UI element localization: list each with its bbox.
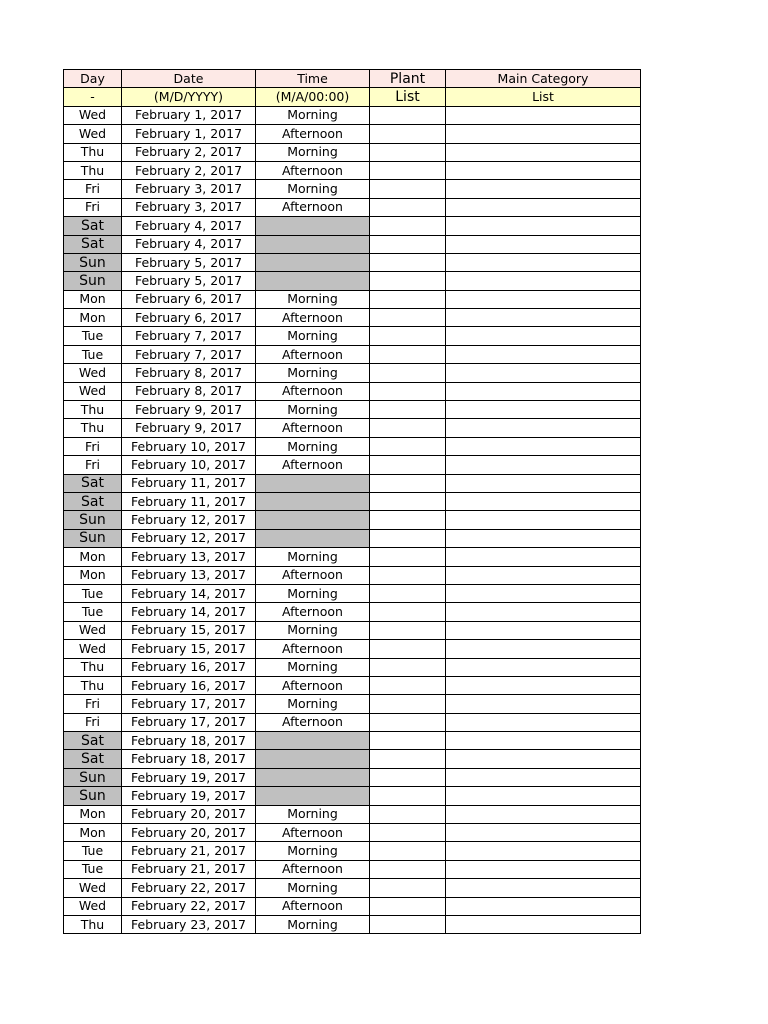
table-row [64, 198, 641, 216]
table-row [64, 125, 641, 143]
table-row [64, 584, 641, 602]
category-cell[interactable] [446, 327, 641, 345]
category-cell[interactable] [446, 824, 641, 842]
time-cell[interactable]: Afternoon [256, 566, 370, 584]
plant-cell[interactable] [370, 474, 446, 492]
date-cell[interactable]: February 13, 2017 [122, 548, 256, 566]
date-cell[interactable]: February 1, 2017 [122, 106, 256, 124]
date-cell[interactable]: February 13, 2017 [122, 566, 256, 584]
table-row [64, 474, 641, 492]
day-cell[interactable]: Fri [64, 456, 122, 474]
date-cell[interactable]: February 2, 2017 [122, 143, 256, 161]
date-cell[interactable]: February 22, 2017 [122, 879, 256, 897]
date-cell[interactable]: February 14, 2017 [122, 584, 256, 602]
day-cell[interactable]: Sat [64, 235, 122, 253]
time-cell[interactable] [256, 474, 370, 492]
format-date: (M/D/YYYY) [122, 88, 256, 106]
plant-cell[interactable] [370, 401, 446, 419]
category-cell[interactable] [446, 548, 641, 566]
category-cell[interactable] [446, 529, 641, 547]
category-cell[interactable] [446, 419, 641, 437]
category-cell[interactable] [446, 695, 641, 713]
time-cell[interactable]: Morning [256, 548, 370, 566]
table-row [64, 695, 641, 713]
format-row [64, 88, 641, 106]
date-cell[interactable]: February 5, 2017 [122, 253, 256, 271]
category-cell[interactable] [446, 805, 641, 823]
day-cell[interactable]: Thu [64, 676, 122, 694]
day-cell[interactable]: Fri [64, 695, 122, 713]
header-day: Day [64, 70, 122, 88]
time-cell[interactable]: Afternoon [256, 198, 370, 216]
category-cell[interactable] [446, 161, 641, 179]
day-cell[interactable]: Fri [64, 437, 122, 455]
plant-cell[interactable] [370, 603, 446, 621]
time-cell[interactable]: Afternoon [256, 456, 370, 474]
plant-cell[interactable] [370, 437, 446, 455]
category-cell[interactable] [446, 382, 641, 400]
date-cell[interactable]: February 1, 2017 [122, 125, 256, 143]
category-cell[interactable] [446, 658, 641, 676]
time-cell[interactable]: Afternoon [256, 309, 370, 327]
category-cell[interactable] [446, 768, 641, 786]
date-cell[interactable]: February 11, 2017 [122, 474, 256, 492]
category-cell[interactable] [446, 732, 641, 750]
time-cell[interactable]: Morning [256, 180, 370, 198]
table-row [64, 548, 641, 566]
day-cell[interactable]: Fri [64, 713, 122, 731]
plant-cell[interactable] [370, 566, 446, 584]
day-cell[interactable]: Tue [64, 345, 122, 363]
table-row [64, 732, 641, 750]
plant-cell[interactable] [370, 584, 446, 602]
day-cell[interactable]: Mon [64, 805, 122, 823]
table-row [64, 290, 641, 308]
format-plant: List [370, 88, 446, 106]
table-row [64, 235, 641, 253]
time-cell[interactable]: Morning [256, 658, 370, 676]
table-row [64, 842, 641, 860]
time-cell[interactable] [256, 787, 370, 805]
date-cell[interactable]: February 4, 2017 [122, 217, 256, 235]
category-cell[interactable] [446, 750, 641, 768]
time-cell[interactable]: Afternoon [256, 603, 370, 621]
date-cell[interactable]: February 6, 2017 [122, 290, 256, 308]
category-cell[interactable] [446, 492, 641, 510]
plant-cell[interactable] [370, 198, 446, 216]
time-cell[interactable]: Afternoon [256, 897, 370, 915]
date-cell[interactable]: February 4, 2017 [122, 235, 256, 253]
table-row [64, 309, 641, 327]
table-row [64, 492, 641, 510]
time-cell[interactable] [256, 529, 370, 547]
category-cell[interactable] [446, 125, 641, 143]
day-cell[interactable]: Tue [64, 584, 122, 602]
date-cell[interactable]: February 18, 2017 [122, 750, 256, 768]
header-category: Main Category [446, 70, 641, 88]
day-cell[interactable]: Fri [64, 198, 122, 216]
table-row [64, 437, 641, 455]
header-row [64, 70, 641, 88]
category-cell[interactable] [446, 272, 641, 290]
table-row [64, 217, 641, 235]
day-cell[interactable]: Wed [64, 382, 122, 400]
plant-cell[interactable] [370, 125, 446, 143]
day-cell[interactable]: Tue [64, 603, 122, 621]
day-cell[interactable]: Sat [64, 732, 122, 750]
plant-cell[interactable] [370, 915, 446, 933]
time-cell[interactable] [256, 253, 370, 271]
day-cell[interactable]: Sat [64, 474, 122, 492]
date-cell[interactable]: February 12, 2017 [122, 511, 256, 529]
plant-cell[interactable] [370, 492, 446, 510]
category-cell[interactable] [446, 566, 641, 584]
category-cell[interactable] [446, 676, 641, 694]
table-row [64, 345, 641, 363]
time-cell[interactable] [256, 511, 370, 529]
plant-cell[interactable] [370, 309, 446, 327]
plant-cell[interactable] [370, 695, 446, 713]
time-cell[interactable]: Afternoon [256, 419, 370, 437]
day-cell[interactable]: Wed [64, 879, 122, 897]
plant-cell[interactable] [370, 253, 446, 271]
date-cell[interactable]: February 19, 2017 [122, 787, 256, 805]
day-cell[interactable]: Wed [64, 897, 122, 915]
date-cell[interactable]: February 3, 2017 [122, 198, 256, 216]
plant-cell[interactable] [370, 824, 446, 842]
day-cell[interactable]: Sun [64, 253, 122, 271]
plant-cell[interactable] [370, 787, 446, 805]
plant-cell[interactable] [370, 345, 446, 363]
date-cell[interactable]: February 22, 2017 [122, 897, 256, 915]
plant-cell[interactable] [370, 713, 446, 731]
date-cell[interactable]: February 6, 2017 [122, 309, 256, 327]
category-cell[interactable] [446, 309, 641, 327]
time-cell[interactable] [256, 750, 370, 768]
table-row [64, 915, 641, 933]
time-cell[interactable]: Morning [256, 915, 370, 933]
date-cell[interactable]: February 12, 2017 [122, 529, 256, 547]
time-cell[interactable]: Morning [256, 621, 370, 639]
time-cell[interactable]: Morning [256, 143, 370, 161]
day-cell[interactable]: Thu [64, 658, 122, 676]
table-row [64, 456, 641, 474]
plant-cell[interactable] [370, 879, 446, 897]
date-cell[interactable]: February 7, 2017 [122, 345, 256, 363]
day-cell[interactable]: Tue [64, 327, 122, 345]
plant-cell[interactable] [370, 235, 446, 253]
day-cell[interactable]: Mon [64, 566, 122, 584]
time-cell[interactable]: Morning [256, 106, 370, 124]
plant-cell[interactable] [370, 217, 446, 235]
plant-cell[interactable] [370, 327, 446, 345]
table-row [64, 787, 641, 805]
plant-cell[interactable] [370, 732, 446, 750]
date-cell[interactable]: February 10, 2017 [122, 437, 256, 455]
time-cell[interactable] [256, 492, 370, 510]
plant-cell[interactable] [370, 180, 446, 198]
plant-cell[interactable] [370, 290, 446, 308]
day-cell[interactable]: Wed [64, 364, 122, 382]
time-cell[interactable]: Morning [256, 695, 370, 713]
category-cell[interactable] [446, 456, 641, 474]
category-cell[interactable] [446, 621, 641, 639]
day-cell[interactable]: Thu [64, 143, 122, 161]
time-cell[interactable]: Afternoon [256, 824, 370, 842]
day-cell[interactable]: Thu [64, 161, 122, 179]
date-cell[interactable]: February 15, 2017 [122, 640, 256, 658]
category-cell[interactable] [446, 860, 641, 878]
date-cell[interactable]: February 15, 2017 [122, 621, 256, 639]
time-cell[interactable] [256, 732, 370, 750]
category-cell[interactable] [446, 474, 641, 492]
time-cell[interactable]: Afternoon [256, 161, 370, 179]
date-cell[interactable]: February 20, 2017 [122, 805, 256, 823]
date-cell[interactable]: February 23, 2017 [122, 915, 256, 933]
category-cell[interactable] [446, 198, 641, 216]
date-cell[interactable]: February 16, 2017 [122, 658, 256, 676]
category-cell[interactable] [446, 180, 641, 198]
date-cell[interactable]: February 18, 2017 [122, 732, 256, 750]
category-cell[interactable] [446, 253, 641, 271]
day-cell[interactable]: Mon [64, 309, 122, 327]
plant-cell[interactable] [370, 897, 446, 915]
time-cell[interactable] [256, 768, 370, 786]
date-cell[interactable]: February 11, 2017 [122, 492, 256, 510]
time-cell[interactable] [256, 235, 370, 253]
date-cell[interactable]: February 9, 2017 [122, 419, 256, 437]
date-cell[interactable]: February 10, 2017 [122, 456, 256, 474]
plant-cell[interactable] [370, 456, 446, 474]
time-cell[interactable]: Afternoon [256, 713, 370, 731]
category-cell[interactable] [446, 106, 641, 124]
date-cell[interactable]: February 9, 2017 [122, 401, 256, 419]
date-cell[interactable]: February 16, 2017 [122, 676, 256, 694]
time-cell[interactable]: Morning [256, 842, 370, 860]
table-row [64, 419, 641, 437]
time-cell[interactable]: Morning [256, 584, 370, 602]
category-cell[interactable] [446, 842, 641, 860]
date-cell[interactable]: February 3, 2017 [122, 180, 256, 198]
day-cell[interactable]: Fri [64, 180, 122, 198]
time-cell[interactable]: Morning [256, 401, 370, 419]
plant-cell[interactable] [370, 640, 446, 658]
header-plant: Plant [370, 70, 446, 88]
time-cell[interactable]: Afternoon [256, 640, 370, 658]
table-row [64, 253, 641, 271]
date-cell[interactable]: February 14, 2017 [122, 603, 256, 621]
category-cell[interactable] [446, 345, 641, 363]
plant-cell[interactable] [370, 161, 446, 179]
plant-cell[interactable] [370, 106, 446, 124]
time-cell[interactable]: Morning [256, 879, 370, 897]
table-row [64, 566, 641, 584]
day-cell[interactable]: Mon [64, 548, 122, 566]
table-row [64, 640, 641, 658]
category-cell[interactable] [446, 364, 641, 382]
category-cell[interactable] [446, 713, 641, 731]
plant-cell[interactable] [370, 529, 446, 547]
format-time: (M/A/00:00) [256, 88, 370, 106]
date-cell[interactable]: February 17, 2017 [122, 695, 256, 713]
time-cell[interactable]: Afternoon [256, 382, 370, 400]
day-cell[interactable]: Sun [64, 787, 122, 805]
category-cell[interactable] [446, 787, 641, 805]
category-cell[interactable] [446, 584, 641, 602]
header-time: Time [256, 70, 370, 88]
plant-cell[interactable] [370, 768, 446, 786]
table-row [64, 161, 641, 179]
table-row [64, 106, 641, 124]
day-cell[interactable]: Mon [64, 824, 122, 842]
time-cell[interactable]: Morning [256, 805, 370, 823]
day-cell[interactable]: Wed [64, 621, 122, 639]
table-row [64, 824, 641, 842]
day-cell[interactable]: Mon [64, 290, 122, 308]
day-cell[interactable]: Wed [64, 125, 122, 143]
plant-cell[interactable] [370, 621, 446, 639]
schedule-table [63, 69, 641, 934]
category-cell[interactable] [446, 879, 641, 897]
day-cell[interactable]: Wed [64, 640, 122, 658]
day-cell[interactable]: Sun [64, 768, 122, 786]
time-cell[interactable]: Afternoon [256, 125, 370, 143]
table-row [64, 621, 641, 639]
category-cell[interactable] [446, 235, 641, 253]
category-cell[interactable] [446, 217, 641, 235]
table-row [64, 401, 641, 419]
time-cell[interactable]: Morning [256, 290, 370, 308]
time-cell[interactable]: Morning [256, 364, 370, 382]
table-row [64, 603, 641, 621]
date-cell[interactable]: February 17, 2017 [122, 713, 256, 731]
day-cell[interactable]: Sat [64, 492, 122, 510]
time-cell[interactable] [256, 272, 370, 290]
table-row [64, 750, 641, 768]
table-row [64, 327, 641, 345]
format-day: - [64, 88, 122, 106]
date-cell[interactable]: February 8, 2017 [122, 364, 256, 382]
time-cell[interactable]: Afternoon [256, 676, 370, 694]
header-date: Date [122, 70, 256, 88]
table-row [64, 768, 641, 786]
time-cell[interactable]: Morning [256, 327, 370, 345]
table-row [64, 658, 641, 676]
table-row [64, 676, 641, 694]
date-cell[interactable]: February 19, 2017 [122, 768, 256, 786]
date-cell[interactable]: February 21, 2017 [122, 842, 256, 860]
date-cell[interactable]: February 20, 2017 [122, 824, 256, 842]
day-cell[interactable]: Sun [64, 511, 122, 529]
plant-cell[interactable] [370, 272, 446, 290]
category-cell[interactable] [446, 915, 641, 933]
category-cell[interactable] [446, 401, 641, 419]
table-row [64, 382, 641, 400]
day-cell[interactable]: Wed [64, 106, 122, 124]
date-cell[interactable]: February 8, 2017 [122, 382, 256, 400]
time-cell[interactable]: Afternoon [256, 345, 370, 363]
day-cell[interactable]: Sun [64, 529, 122, 547]
date-cell[interactable]: February 7, 2017 [122, 327, 256, 345]
table-row [64, 805, 641, 823]
plant-cell[interactable] [370, 805, 446, 823]
plant-cell[interactable] [370, 548, 446, 566]
table-row [64, 897, 641, 915]
table-row [64, 272, 641, 290]
time-cell[interactable] [256, 217, 370, 235]
plant-cell[interactable] [370, 658, 446, 676]
day-cell[interactable]: Sat [64, 217, 122, 235]
plant-cell[interactable] [370, 143, 446, 161]
plant-cell[interactable] [370, 419, 446, 437]
category-cell[interactable] [446, 437, 641, 455]
plant-cell[interactable] [370, 382, 446, 400]
plant-cell[interactable] [370, 676, 446, 694]
day-cell[interactable]: Tue [64, 842, 122, 860]
category-cell[interactable] [446, 640, 641, 658]
table-row [64, 713, 641, 731]
table-row [64, 143, 641, 161]
date-cell[interactable]: February 5, 2017 [122, 272, 256, 290]
day-cell[interactable]: Sat [64, 750, 122, 768]
time-cell[interactable]: Morning [256, 437, 370, 455]
plant-cell[interactable] [370, 860, 446, 878]
category-cell[interactable] [446, 511, 641, 529]
table-row [64, 529, 641, 547]
date-cell[interactable]: February 21, 2017 [122, 860, 256, 878]
category-cell[interactable] [446, 143, 641, 161]
plant-cell[interactable] [370, 750, 446, 768]
day-cell[interactable]: Tue [64, 860, 122, 878]
plant-cell[interactable] [370, 364, 446, 382]
category-cell[interactable] [446, 603, 641, 621]
time-cell[interactable]: Afternoon [256, 860, 370, 878]
category-cell[interactable] [446, 897, 641, 915]
day-cell[interactable]: Thu [64, 419, 122, 437]
table-row [64, 860, 641, 878]
table-row [64, 180, 641, 198]
date-cell[interactable]: February 2, 2017 [122, 161, 256, 179]
plant-cell[interactable] [370, 511, 446, 529]
table-row [64, 879, 641, 897]
schedule-body [64, 70, 641, 934]
format-category: List [446, 88, 641, 106]
day-cell[interactable]: Thu [64, 915, 122, 933]
table-row [64, 364, 641, 382]
plant-cell[interactable] [370, 842, 446, 860]
day-cell[interactable]: Thu [64, 401, 122, 419]
day-cell[interactable]: Sun [64, 272, 122, 290]
category-cell[interactable] [446, 290, 641, 308]
table-row [64, 511, 641, 529]
